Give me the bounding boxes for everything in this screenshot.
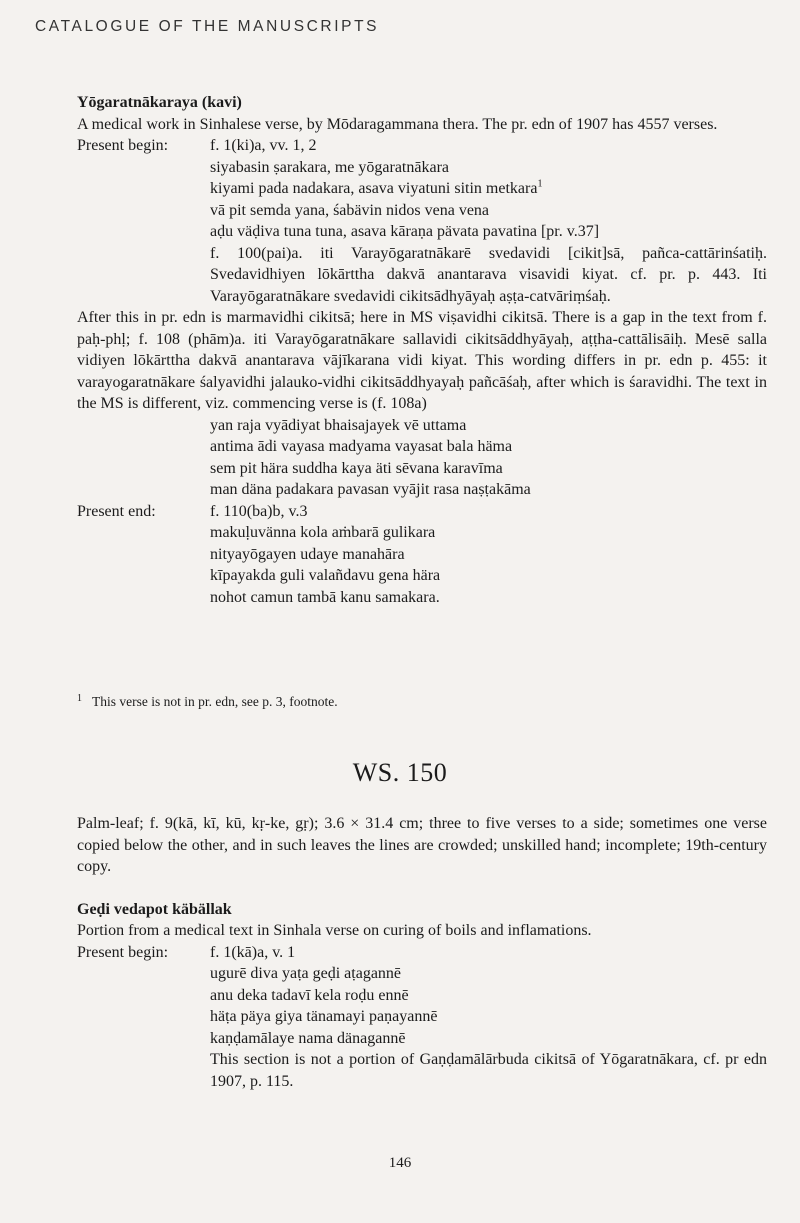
present-begin-ref: f. 1(ki)a, vv. 1, 2 bbox=[210, 137, 317, 154]
verse-line: ugurē diva yaṭa geḍi aṭagannē bbox=[210, 965, 402, 982]
verse-line: vā pit semda yana, śabävin nidos vena vena bbox=[210, 201, 490, 219]
verse-line: makuḷuvänna kola aṁbarā gulikara bbox=[210, 524, 436, 541]
verse-line: kīpayakda guli valañdavu gena hära bbox=[210, 567, 441, 584]
verse-line: nityayōgayen udaye manahāra bbox=[210, 545, 405, 563]
present-end-label: Present end: bbox=[77, 502, 156, 520]
verse-line: anu deka tadavī kela roḍu ennē bbox=[210, 986, 409, 1004]
footnote-number: 1 bbox=[77, 692, 82, 704]
present-begin-label: Present begin: bbox=[77, 137, 169, 154]
footnote bbox=[77, 694, 338, 710]
verse-line: siyabasin ṣarakara, me yōgaratnākara bbox=[210, 158, 449, 176]
colophon-paragraph: f. 100(pai)a. iti Varayōgaratnākarē svedavidi [cikit]sā, pañca-cattārinśatiḥ. Svedavidhiyen lōkārttha dakvā anantarava visavidi kiyat. cf. pr. p. 443. Iti Varayōgaratnākare svedavidi cikitsādhyāyaḥ aṣṭa-catvāriṃśaḥ. bbox=[210, 244, 767, 305]
entry-title: Geḍi vedapot käbällak bbox=[77, 900, 232, 918]
note-paragraph: After this in pr. edn is marmavidhi cikitsā; here in MS viṣavidhi cikitsā. There is a gap in the text from f. paḥ-phḷ; f. 108 (phām)a. iti Varayōgaratnākare sallavidi cikitsāddhyāyaḥ, aṭṭha-cattālisāiḥ. Mesē salla vidiyen lōkārttha dakvā anantarava vājīkarana vidi kiyat. This wording differs in pr. edn p. 455: it varayogaratnākare śalyavidhi jalauko-vidhi cikitsāddhyayaḥ pañcāśaḥ, after which is śaravidhi. The text in the MS is different, viz. commencing verse is (f. 108a) bbox=[77, 309, 767, 412]
entry-title: Yōgaratnākaraya (kavi) bbox=[77, 94, 242, 111]
present-begin-ref: f. 1(kā)a, v. 1 bbox=[210, 943, 296, 961]
present-begin bbox=[77, 135, 767, 157]
verse-line: man däna padakara pavasan vyājit rasa naṣṭakāma bbox=[210, 481, 531, 498]
footnote-text: This verse is not in pr. edn, see p. 3, footnote. bbox=[92, 694, 338, 709]
page-number: 146 bbox=[388, 1155, 412, 1171]
verse-line: häṭa päya giya tänamayi paṇayannē bbox=[210, 1008, 438, 1025]
entry-description: Portion from a medical text in Sinhala verse on curing of boils and inflamations. bbox=[77, 922, 592, 939]
verse-line: kaṇḍamālaye nama dänagannē bbox=[210, 1029, 406, 1047]
verse-line: yan raja vyādiyat bhaisajayek vē uttama bbox=[210, 416, 467, 434]
note-paragraph: This section is not a portion of Gaṇḍamālārbuda cikitsā of Yōgaratnākara, cf. pr edn 1907, p. 115. bbox=[210, 1051, 767, 1090]
verse-line: nohot camun tambā kanu samakara. bbox=[210, 588, 440, 606]
verse-line: antima ādi vayasa madyama vayasat bala häma bbox=[210, 438, 513, 455]
entry-yogaratnakaraya bbox=[77, 92, 767, 608]
present-end-ref: f. 110(ba)b, v.3 bbox=[210, 502, 308, 520]
entry-description: A medical work in Sinhalese verse, by Mōdaragammana thera. The pr. edn of 1907 has 4557 verses. bbox=[77, 115, 718, 133]
present-begin bbox=[77, 942, 767, 964]
verse-line: sem pit hära suddha kaya äti sēvana karavīma bbox=[210, 459, 503, 477]
verse-line: aḍu väḍiva tuna tuna, asava kāraṇa pävata pavatina [pr. v.37] bbox=[210, 223, 600, 240]
footnote-marker: 1 bbox=[537, 178, 543, 190]
present-end bbox=[77, 501, 767, 523]
present-begin-label: Present begin: bbox=[77, 943, 169, 961]
physical-description: Palm-leaf; f. 9(kā, kī, kū, kṛ-ke, gṛ); 3.6 × 31.4 cm; three to five verses to a side; sometimes one verse copied below the other, and in such leaves the lines are crowded; unskilled hand; incomplete; 19th-century copy. bbox=[77, 815, 767, 875]
verse-line-text: kiyami pada nadakara, asava viyatuni sitin metkara bbox=[210, 180, 538, 197]
running-head: CATALOGUE OF THE MANUSCRIPTS bbox=[35, 18, 380, 35]
manuscript-heading: WS. 150 bbox=[352, 758, 448, 787]
verse-line bbox=[210, 178, 767, 200]
entry-ws150 bbox=[77, 813, 767, 1092]
